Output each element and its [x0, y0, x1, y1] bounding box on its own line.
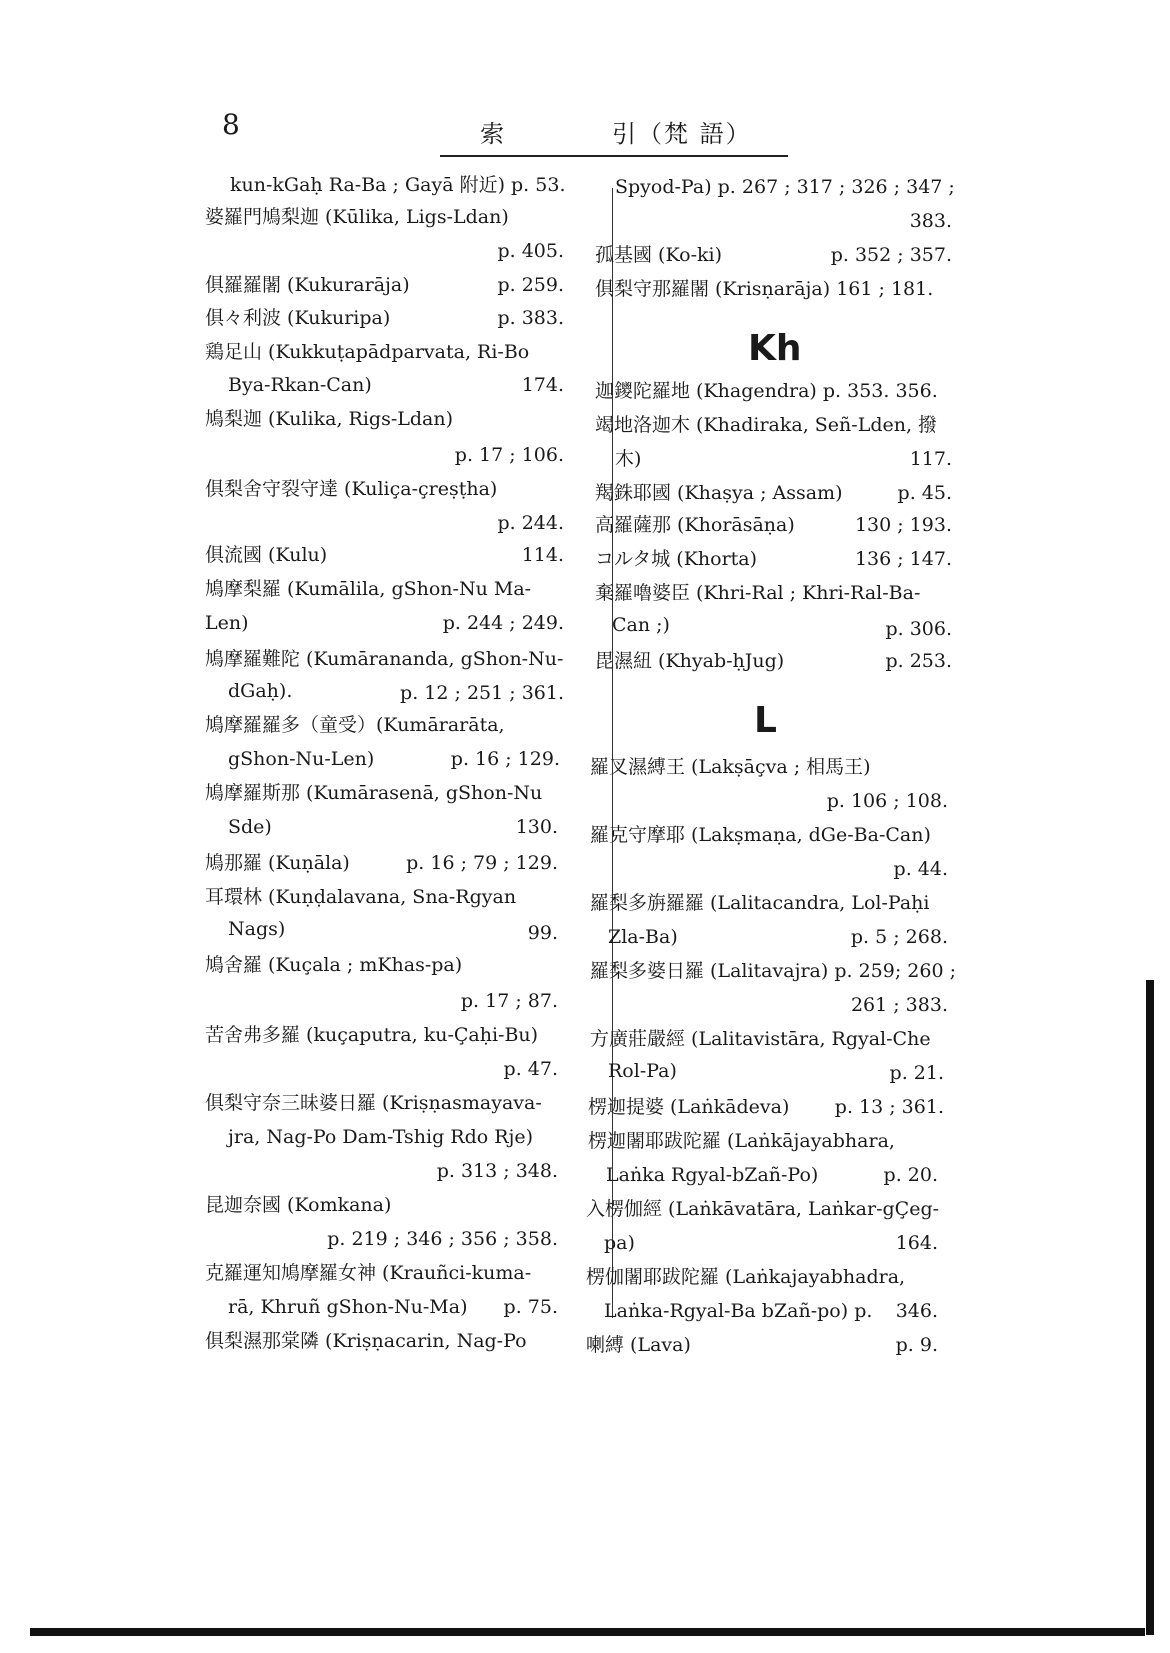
- page-ref: p. 16 ; 79 ; 129.: [406, 852, 558, 874]
- index-line: Len): [205, 612, 249, 634]
- index-line: 鶏足山 (Kukkuṭapādparvata, Ri-Bo: [205, 341, 530, 363]
- index-line: 克羅運知鳩摩羅女神 (Krauñci-kuma-: [205, 1262, 532, 1284]
- page-ref: p. 313 ; 348.: [436, 1160, 558, 1182]
- header-rule: [440, 155, 788, 157]
- page-ref: 114.: [521, 544, 564, 566]
- index-line: 俱羅羅闍 (Kukurarāja): [205, 274, 410, 296]
- page-ref: 117.: [909, 448, 952, 470]
- page-ref: p. 75.: [503, 1296, 558, 1318]
- index-line: 楞迦闍耶跋陀羅 (Laṅkājayabhara,: [588, 1130, 895, 1152]
- index-line: コルタ城 (Khorta): [595, 548, 758, 570]
- index-line: 羅梨多旃羅羅 (Lalitacandra, Lol-Paḥi: [590, 892, 930, 914]
- index-line: jra, Nag-Po Dam-Tshig Rdo Rje): [228, 1126, 534, 1148]
- page-ref: 164.: [895, 1232, 938, 1254]
- index-line: Rol-Pa): [608, 1060, 677, 1082]
- index-line: 耳環林 (Kuṇḍalavana, Sna-Rgyan: [205, 886, 517, 908]
- index-line: 喇縛 (Lava): [586, 1334, 691, 1356]
- page-ref: 130 ; 193.: [854, 514, 952, 536]
- index-line: Can ;): [612, 614, 670, 636]
- index-line: 鳩那羅 (Kuṇāla): [205, 852, 350, 874]
- page-number: 8: [222, 108, 240, 141]
- page-ref: p. 306.: [885, 618, 952, 640]
- page-ref: 261 ; 383.: [850, 994, 948, 1016]
- index-line: 楞迦提婆 (Laṅkādeva): [588, 1096, 790, 1118]
- index-line: 棄羅嚕婆臣 (Khri-Ral ; Khri-Ral-Ba-: [595, 582, 921, 604]
- index-line: 鳩摩羅羅多（童受）(Kumārarāta,: [205, 714, 505, 736]
- index-line: 入楞伽經 (Laṅkāvatāra, Laṅkar-gÇeg-: [586, 1198, 940, 1220]
- page-ref: 136 ; 147.: [854, 548, 952, 570]
- page-ref: p. 219 ; 346 ; 356 ; 358.: [327, 1228, 558, 1250]
- scan-bottom-edge: [30, 1628, 1145, 1636]
- index-line: 羅叉濕縛王 (Lakṣāçva ; 相馬王): [590, 756, 871, 778]
- index-line: 俱々利波 (Kukuripa): [205, 307, 391, 329]
- running-head-title-left: 索: [480, 120, 506, 148]
- page-ref: p. 17 ; 106.: [454, 444, 564, 466]
- page-ref: p. 405.: [497, 240, 564, 262]
- index-line: 迦鑁陀羅地 (Khagendra) p. 353. 356.: [595, 380, 938, 402]
- index-line: 昆迦奈國 (Komkana): [205, 1194, 392, 1216]
- page-ref: p. 259.: [497, 274, 564, 296]
- page-ref: p. 9.: [895, 1334, 938, 1356]
- index-line: 孤基國 (Ko-ki): [595, 244, 722, 266]
- page-ref: p. 5 ; 268.: [850, 926, 948, 948]
- index-line: 俱流國 (Kulu): [205, 544, 328, 566]
- index-line: 木): [615, 448, 642, 470]
- index-line: 鳩摩梨羅 (Kumālila, gShon-Nu Ma-: [205, 578, 532, 600]
- index-line: pa): [604, 1232, 635, 1254]
- index-line: 鳩梨迦 (Kulika, Rigs-Ldan): [205, 408, 454, 430]
- index-line: 苦舍弗多羅 (kuçaputra, ku-Çaḥi-Bu): [205, 1024, 539, 1046]
- index-line: Zla-Ba): [608, 926, 678, 948]
- index-line: Laṅka-Rgyal-Ba bZañ-po) p.: [604, 1300, 873, 1322]
- page-ref: p. 12 ; 251 ; 361.: [400, 682, 564, 704]
- index-line: 鳩摩羅斯那 (Kumārasenā, gShon-Nu: [205, 782, 543, 804]
- index-line: kun-kGaḥ Ra-Ba ; Gayā 附近) p. 53.: [230, 174, 566, 196]
- index-line: dGaḥ).: [228, 680, 293, 702]
- index-line: 高羅薩那 (Khorāsāṇa): [595, 514, 795, 536]
- index-line: 俱梨舍守裂守達 (Kuliça-çreṣṭha): [205, 478, 498, 500]
- index-line: Laṅka Rgyal-bZañ-Po): [606, 1164, 819, 1186]
- page-ref: p. 45.: [897, 482, 952, 504]
- scan-right-edge: [1146, 980, 1154, 1635]
- section-heading-kh: Kh: [748, 328, 802, 369]
- index-line: gShon-Nu-Len): [228, 748, 375, 770]
- page-ref: p. 16 ; 129.: [450, 748, 560, 770]
- page-ref: p. 17 ; 87.: [460, 990, 558, 1012]
- running-head-title-right: 引（梵 語）: [612, 120, 752, 148]
- index-line: Sde): [228, 816, 272, 838]
- page-ref: p. 13 ; 361.: [834, 1096, 944, 1118]
- index-line: 俱梨濕那棠隣 (Kriṣṇacarin, Nag-Po: [205, 1330, 527, 1352]
- index-line: 俱梨守那羅闍 (Krisṇarāja) 161 ; 181.: [595, 278, 934, 300]
- page-ref: p. 21.: [889, 1062, 944, 1084]
- page-ref: p. 244 ; 249.: [442, 612, 564, 634]
- index-line: 楞伽闍耶跋陀羅 (Laṅkajayabhadra,: [586, 1266, 906, 1288]
- page-ref: 99.: [527, 922, 558, 944]
- index-line: rā, Khruñ gShon-Nu-Ma): [228, 1296, 468, 1318]
- index-line: 俱梨守奈三昧婆日羅 (Kriṣṇasmayava-: [205, 1092, 542, 1114]
- index-line: Nags): [228, 918, 286, 940]
- page-ref: p. 352 ; 357.: [830, 244, 952, 266]
- index-line: 毘濕紐 (Khyab-ḥJug): [595, 650, 785, 672]
- page-ref: 383.: [909, 210, 952, 232]
- index-line: 鳩舍羅 (Kuçala ; mKhas-pa): [205, 954, 463, 976]
- page-ref: 346.: [895, 1300, 938, 1322]
- index-line: 方廣莊嚴經 (Lalitavistāra, Rgyal-Che: [590, 1028, 931, 1050]
- page-ref: p. 383.: [497, 307, 564, 329]
- page-ref: p. 253.: [885, 650, 952, 672]
- index-line: 竭地洛迦木 (Khadiraka, Señ-Lden, 撥: [595, 414, 938, 436]
- page-ref: p. 244.: [497, 512, 564, 534]
- index-line: 羅克守摩耶 (Lakṣmaṇa, dGe-Ba-Can): [590, 824, 931, 846]
- page-ref: 130.: [515, 816, 558, 838]
- section-heading-l: L: [754, 700, 777, 741]
- index-line: 婆羅門鳩梨迦 (Kūlika, Ligs-Ldan): [205, 206, 509, 228]
- page-ref: p. 106 ; 108.: [826, 790, 948, 812]
- page-ref: p. 47.: [503, 1058, 558, 1080]
- index-line: 羯銖耶國 (Khaṣya ; Assam): [595, 482, 843, 504]
- page-ref: p. 44.: [893, 858, 948, 880]
- index-line: Spyod-Pa) p. 267 ; 317 ; 326 ; 347 ;: [615, 176, 955, 198]
- index-line: 羅梨多婆日羅 (Lalitavajra) p. 259; 260 ;: [590, 960, 956, 982]
- index-line: 鳩摩羅難陀 (Kumārananda, gShon-Nu-: [205, 648, 564, 670]
- page-ref: 174.: [521, 374, 564, 396]
- page-ref: p. 20.: [883, 1164, 938, 1186]
- index-line: Bya-Rkan-Can): [228, 374, 372, 396]
